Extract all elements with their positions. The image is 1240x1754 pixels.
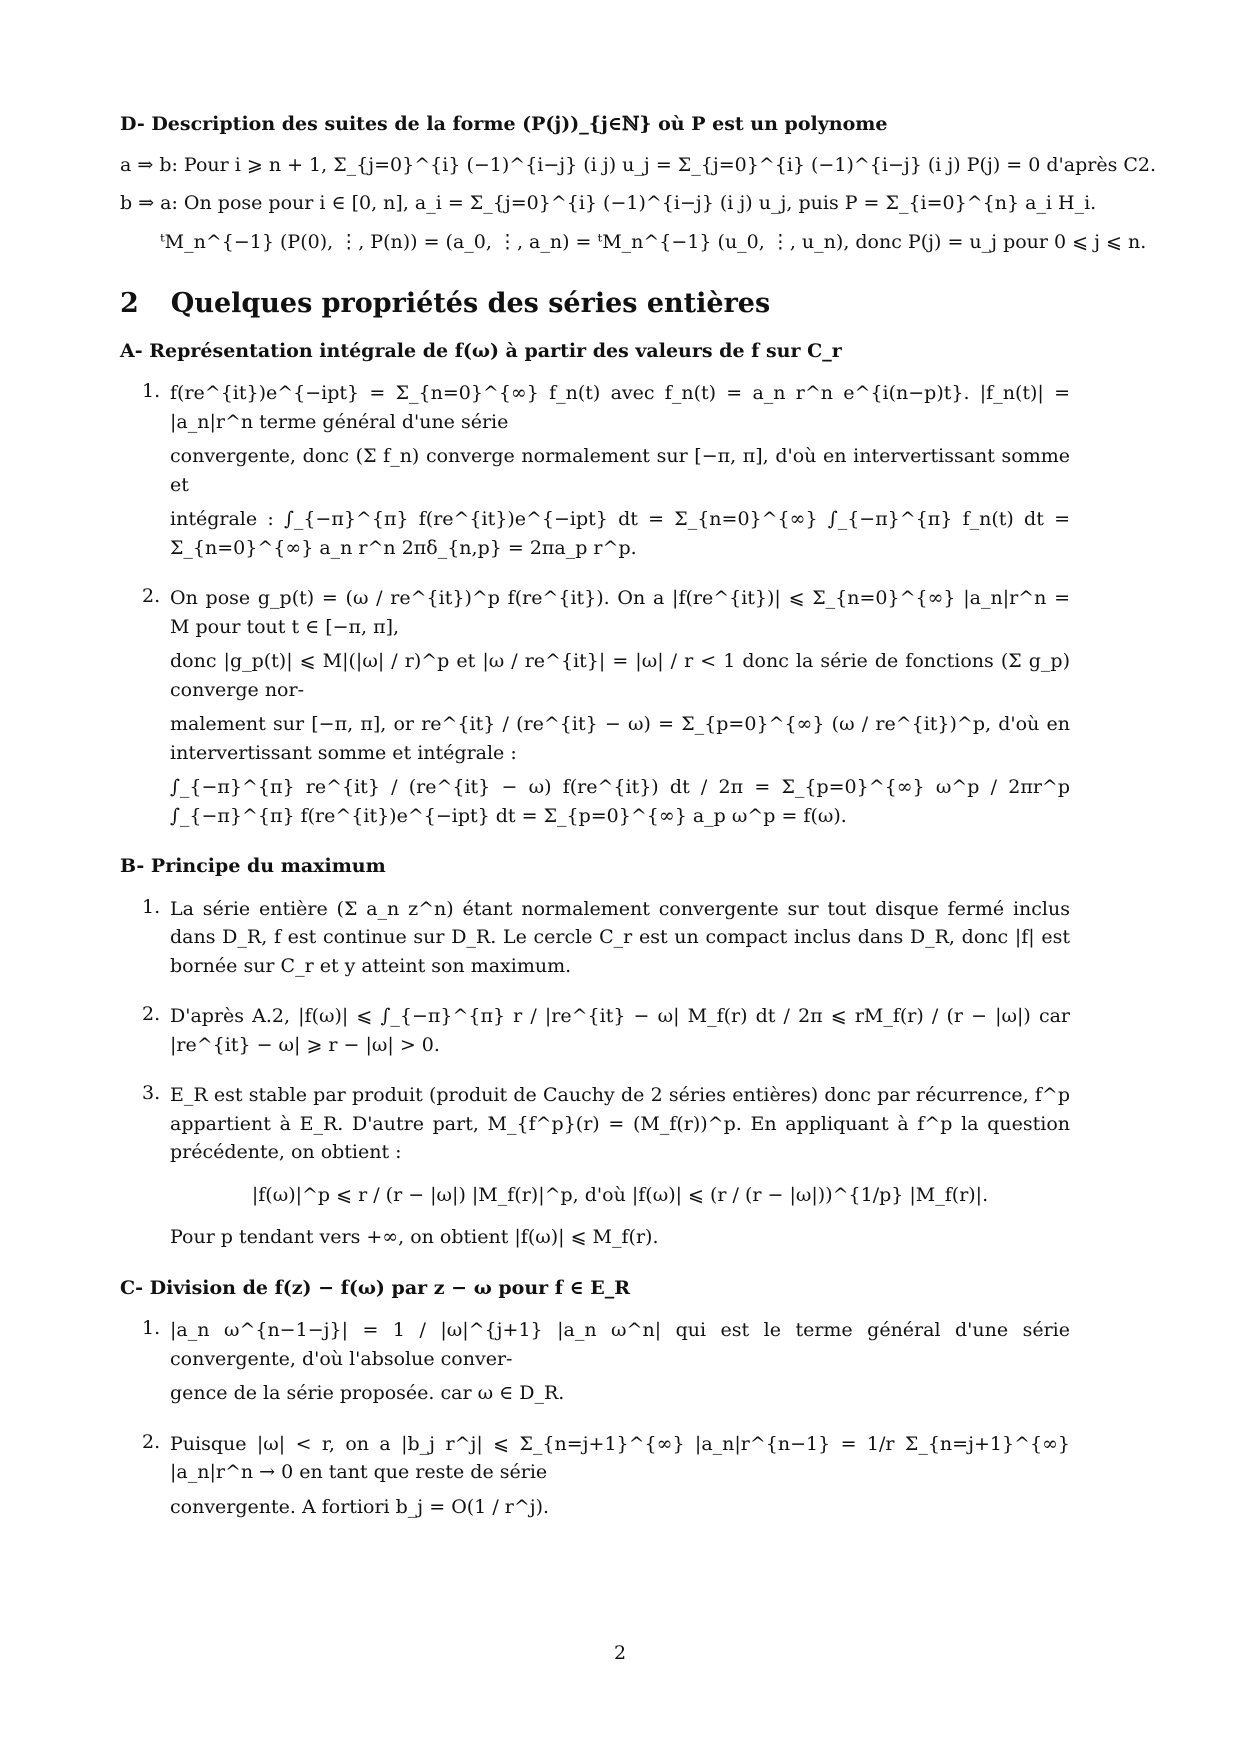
section-b-heading: B- Principe du maximum	[120, 855, 386, 877]
item-line: D'après A.2, |f(ω)| ⩽ ∫_{−π}^{π} r / |re^{it} − ω| M_f(r) dt / 2π ⩽ rM_f(r) / (r − |ω|) car |re^{it} − ω| ⩾ r − |ω| > 0.	[170, 1005, 1070, 1056]
item-line: Puisque |ω| < r, on a |b_j r^j| ⩽ Σ_{n=j+1}^{∞} |a_n|r^{n−1} = 1/r Σ_{n=j+1}^{∞} |a_n|r^n → 0 en tant que reste de série	[170, 1432, 1070, 1483]
item-line: intégrale : ∫_{−π}^{π} f(re^{it})e^{−ipt} dt = Σ_{n=0}^{∞} ∫_{−π}^{π} f_n(t) dt = Σ_{n=0}^{∞} a_n r^n 2πδ_{n,p} = 2πa_p r^p.	[170, 508, 1070, 559]
section-c-item-2	[142, 1428, 1070, 1528]
section-d-heading: D- Description des suites de la forme (P(j))_{j∈ℕ} où P est un polynome	[120, 113, 888, 135]
item-line: donc |g_p(t)| ⩽ M|(|ω| / r)^p et |ω / re^{it}| = |ω| / r < 1 donc la série de fonctions (Σ g_p) converge nor-	[170, 650, 1070, 701]
section-2-number: 2	[120, 288, 139, 319]
display-equation: |f(ω)|^p ⩽ r / (r − |ω|) |M_f(r)|^p, d'où |f(ω)| ⩽ (r / (r − |ω|))^{1/p} |M_f(r)|.	[251, 1183, 989, 1206]
section-2-title	[120, 284, 1070, 325]
item-number: 2.	[142, 1430, 161, 1453]
content	[120, 110, 1157, 1541]
item-line: malement sur [−π, π], or re^{it} / (re^{it} − ω) = Σ_{p=0}^{∞} (ω / re^{it})^p, d'où en intervertissant somme et intégrale :	[170, 713, 1070, 764]
section-2-title-text: Quelques propriétés des séries entières	[170, 288, 771, 319]
item-line: f(re^{it})e^{−ipt} = Σ_{n=0}^{∞} f_n(t) avec f_n(t) = a_n r^n e^{i(n−p)t}. |f_n(t)| = |a_n|r^n terme général d'une série	[170, 382, 1070, 433]
section-b-item-2	[142, 1000, 1070, 1065]
item-line: E_R est stable par produit (produit de Cauchy de 2 séries entières) donc par récurrence, f^p appartient à E_R. D'autre part, M_{f^p}(r) = (M_f(r))^p. En appliquant à f^p la question précédente, on obtient :	[170, 1084, 1070, 1163]
section-d-line-1: a ⇒ b: Pour i ⩾ n + 1, Σ_{j=0}^{i} (−1)^{i−j} (i j) u_j = Σ_{j=0}^{i} (−1)^{i−j} (i j) P(j) = 0 d'après C2.	[120, 153, 1157, 176]
section-d-line-3: ᵗM_n^{−1} (P(0), ⋮, P(n)) = (a_0, ⋮, a_n) = ᵗM_n^{−1} (u_0, ⋮, u_n), donc P(j) = u_j pour 0 ⩽ j ⩽ n.	[160, 230, 1147, 253]
section-b-item-3	[142, 1079, 1070, 1258]
section-c-item-1	[142, 1314, 1070, 1414]
section-b-item-1	[142, 893, 1070, 987]
section-a-heading: A- Représentation intégrale de f(ω) à partir des valeurs de f sur C_r	[120, 339, 842, 362]
section-c-heading: C- Division de f(z) − f(ω) par z − ω pour f ∈ E_R	[120, 1276, 631, 1299]
item-number: 3.	[142, 1082, 161, 1104]
item-line: Pour p tendant vers +∞, on obtient |f(ω)| ⩽ M_f(r).	[170, 1226, 659, 1248]
item-number: 2.	[142, 1003, 161, 1025]
section-a-item-2	[142, 582, 1070, 836]
item-number: 1.	[142, 895, 161, 918]
item-line: ∫_{−π}^{π} re^{it} / (re^{it} − ω) f(re^{it}) dt / 2π = Σ_{p=0}^{∞} ω^p / 2πr^p ∫_{−π}^{π} f(re^{it})e^{−ipt} dt = Σ_{p=0}^{∞} a_p ω^p = f(ω).	[170, 776, 1070, 827]
section-d-line-2: b ⇒ a: On pose pour i ∈ [0, n], a_i = Σ_{j=0}^{i} (−1)^{i−j} (i j) u_j, puis P = Σ_{i=0}^{n} a_i H_i.	[120, 192, 1097, 214]
item-number: 1.	[142, 380, 161, 402]
item-line: La série entière (Σ a_n z^n) étant normalement convergente sur tout disque fermé inclus dans D_R, f est continue sur D_R. Le cercle C_r est un compact inclus dans D_R, donc |f| est bornée sur C_r et y atteint son maximum.	[170, 897, 1070, 977]
item-line: |a_n ω^{n−1−j}| = 1 / |ω|^{j+1} |a_n ω^n| qui est le terme général d'une série convergente, d'où l'absolue conver-	[170, 1319, 1070, 1370]
page-number: 2	[613, 1642, 627, 1664]
item-number: 2.	[142, 585, 161, 607]
section-a-item-1	[142, 377, 1070, 568]
item-line: gence de la série proposée. car ω ∈ D_R.	[170, 1382, 565, 1404]
item-line: convergente, donc (Σ f_n) converge normalement sur [−π, π], d'où en intervertissant somme et	[170, 445, 1070, 496]
item-line: convergente. A fortiori b_j = O(1 / r^j).	[170, 1495, 550, 1518]
item-number: 1.	[142, 1317, 161, 1339]
item-line: On pose g_p(t) = (ω / re^{it})^p f(re^{it}). On a |f(re^{it})| ⩽ Σ_{n=0}^{∞} |a_n|r^n = M pour tout t ∈ [−π, π],	[170, 587, 1070, 638]
